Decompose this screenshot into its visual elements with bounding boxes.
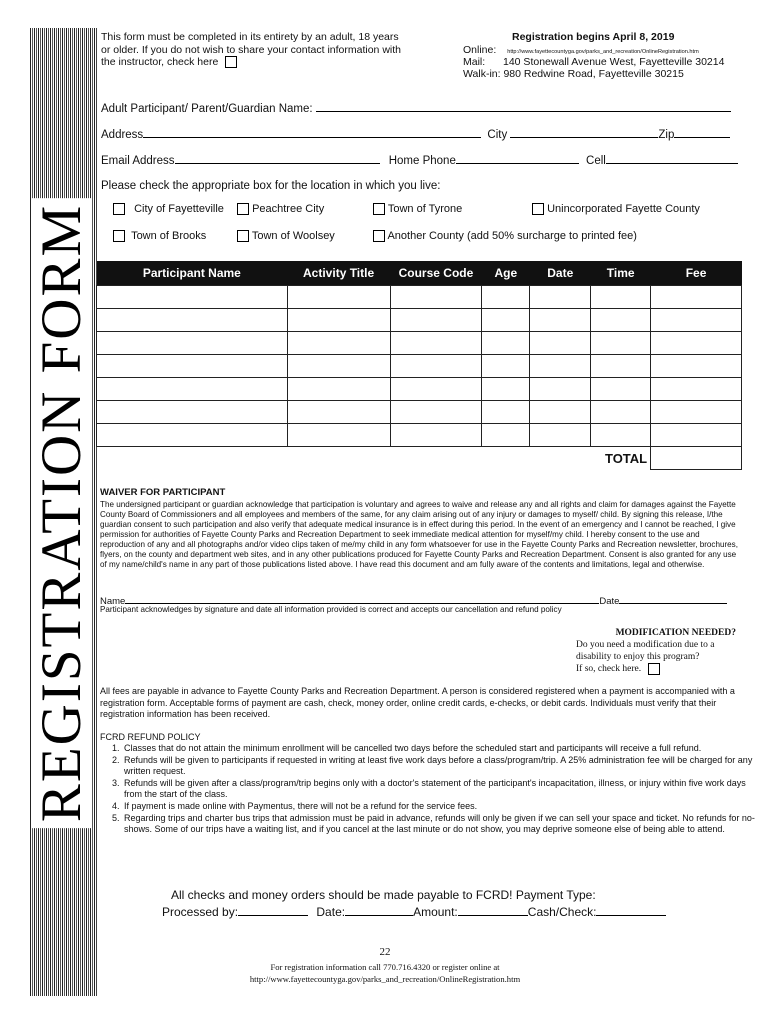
table-cell[interactable] <box>530 424 591 447</box>
table-cell[interactable] <box>390 309 482 332</box>
contact-row <box>101 152 738 167</box>
table-cell[interactable] <box>530 309 591 332</box>
table-row <box>97 332 742 355</box>
signature-name-field[interactable] <box>125 594 599 604</box>
total-field[interactable] <box>651 447 742 470</box>
participant-name-label: Adult Participant/ Parent/Guardian Name: <box>101 103 313 115</box>
table-row <box>97 424 742 447</box>
table-row <box>97 309 742 332</box>
refund-item: 3. Refunds will be given after a class/program/trip begins only with a doctor's statement of the participant's incapacitation, illness, or injury within five work days from the start of the class. <box>122 778 762 801</box>
zip-label: Zip <box>658 129 675 141</box>
table-cell[interactable] <box>390 424 482 447</box>
location-option-tyrone[interactable] <box>373 203 462 215</box>
header-course-code: Course Code <box>390 261 482 286</box>
table-cell[interactable] <box>390 355 482 378</box>
address-row <box>101 126 730 141</box>
modification-line-3-row <box>576 663 736 675</box>
checkbox-peachtree[interactable] <box>237 203 249 215</box>
table-cell[interactable] <box>287 286 390 309</box>
table-cell[interactable] <box>287 424 390 447</box>
location-option-brooks[interactable] <box>113 230 206 242</box>
share-contact-checkbox[interactable] <box>225 56 237 68</box>
table-cell[interactable] <box>97 378 288 401</box>
refund-list <box>100 743 762 836</box>
table-cell[interactable] <box>482 309 530 332</box>
zip-field[interactable] <box>674 126 730 138</box>
intro-text-body: This form must be completed in its entirety by an adult, 18 years or older. If you do not wish to share your contact information with the instructor, check here <box>101 31 401 68</box>
amount-field[interactable] <box>458 903 528 916</box>
processed-by-field[interactable] <box>238 903 308 916</box>
table-cell[interactable] <box>97 309 288 332</box>
walkin-label: Walk-in: <box>463 68 501 80</box>
walkin-address: 980 Redwine Road, Fayetteville 30215 <box>503 68 684 80</box>
home-phone-label: Home Phone <box>388 155 456 167</box>
table-cell[interactable] <box>482 332 530 355</box>
online-label: Online: <box>463 44 497 56</box>
footer-line-1: For registration information call 770.716.4320 or register online at <box>270 962 500 972</box>
mail-address: 140 Stonewall Avenue West, Fayetteville 30214 <box>503 56 725 68</box>
table-cell[interactable] <box>651 332 742 355</box>
payment-line-2 <box>162 903 666 919</box>
payment-date-label: Date: <box>316 905 346 919</box>
table-cell[interactable] <box>287 355 390 378</box>
registration-walkin <box>463 68 684 80</box>
refund-item: 1. Classes that do not attain the minimum enrollment will be cancelled two days before the scheduled start and participants will receive a full refund. <box>122 743 762 755</box>
mail-label: Mail: <box>463 56 486 68</box>
table-cell[interactable] <box>97 286 288 309</box>
footer-line-2[interactable]: http://www.fayettecountyga.gov/parks_and_recreation/OnlineRegistration.htm <box>249 974 521 984</box>
table-cell[interactable] <box>591 401 651 424</box>
table-cell[interactable] <box>591 424 651 447</box>
header-fee: Fee <box>651 261 742 286</box>
table-cell[interactable] <box>97 355 288 378</box>
table-cell[interactable] <box>390 401 482 424</box>
payment-date-field[interactable] <box>345 903 413 916</box>
waiver-body: The undersigned participant or guardian acknowledge that participation is voluntary and agrees to waive and release any and all rights and claim for damages against the Fayette County Board of Commissioners and all employees and members of the same, for any claim arising out of any injury or damages to myself/ child. By signing this release, I/the guardian consent to such participation and also verify that adequate medical insurance is in effect during this period. In the event of an emergency and I cannot be reached, I give permission for authorities of Fayette County Parks and Recreation Department to seek immediate medical attention for myself/my child. I hereby consent to the use and reproduction of any and all photographs and/or video clips taken of me/my child in any form whatsoever for use in the Fayette County Parks and Recreation newsletter, brochures, flyers, on the county and department web sites, and in any other publications produced for Fayette County Parks and Recreation Department. Consent is also granted for any use of my name/child's name in any part of those publications listed above. I have read this document and am fully aware of the contents and limitations, legal and otherwise. <box>100 500 738 569</box>
checkbox-woolsey[interactable] <box>237 230 249 242</box>
location-option-unincorporated[interactable] <box>532 203 700 215</box>
acknowledgement-text: Participant acknowledges by signature and date all information provided is correct and accepts our cancellation and refund policy <box>100 605 562 614</box>
location-option-fayetteville[interactable] <box>113 203 224 215</box>
option-label: Peachtree City <box>252 203 325 215</box>
checkbox-brooks[interactable] <box>113 230 125 242</box>
table-cell[interactable] <box>97 424 288 447</box>
cell-label: Cell <box>586 155 606 167</box>
email-label: Email Address <box>101 155 175 167</box>
table-row <box>97 378 742 401</box>
city-label: City <box>487 129 508 141</box>
checkbox-tyrone[interactable] <box>373 203 385 215</box>
activity-table <box>96 261 742 470</box>
registration-mail <box>463 56 724 68</box>
fees-text: All fees are payable in advance to Fayette County Parks and Recreation Department. A person is considered registered when a payment is accompanied with a registration form. Acceptable forms of payment are cash, check, money order, online credit cards, e-checks, or debit cards. Individuals must verify that their registration information has been received. <box>100 686 735 720</box>
city-field[interactable] <box>510 126 658 138</box>
table-cell[interactable] <box>390 332 482 355</box>
table-cell[interactable] <box>482 355 530 378</box>
waiver-heading: WAIVER FOR PARTICIPANT <box>100 487 226 498</box>
modification-heading: MODIFICATION NEEDED? <box>615 628 736 638</box>
table-body <box>97 286 742 447</box>
table-cell[interactable] <box>651 378 742 401</box>
total-row <box>97 447 742 470</box>
table-cell[interactable] <box>530 332 591 355</box>
table-cell[interactable] <box>591 332 651 355</box>
sidebar-title: REGISTRATION FORM <box>32 198 92 828</box>
online-url[interactable]: http://www.fayettecountyga.gov/parks_and_recreation/OnlineRegistration.htm <box>507 49 699 55</box>
header-activity-title: Activity Title <box>287 261 390 286</box>
refund-heading: FCRD REFUND POLICY <box>100 732 201 742</box>
signature-date-label: Date <box>599 596 620 607</box>
table-cell[interactable] <box>530 401 591 424</box>
table-cell[interactable] <box>651 286 742 309</box>
location-option-woolsey[interactable] <box>237 230 335 242</box>
table-cell[interactable] <box>287 332 390 355</box>
table-cell[interactable] <box>390 286 482 309</box>
table-row <box>97 401 742 424</box>
table-cell[interactable] <box>530 378 591 401</box>
option-label: Town of Tyrone <box>387 203 463 215</box>
checkbox-another-county[interactable] <box>373 230 385 242</box>
table-row <box>97 286 742 309</box>
checkbox-fayetteville[interactable] <box>113 203 125 215</box>
table-cell[interactable] <box>287 378 390 401</box>
refund-item: 2. Refunds will be given to participants if requested in writing at least five work days before a class/program/trip. A 25% administration fee will be charged for any written request. <box>122 755 762 778</box>
signature-name-label: Name <box>100 596 126 607</box>
registration-heading: Registration begins April 8, 2019 <box>512 31 675 43</box>
total-label: TOTAL <box>604 450 648 466</box>
modification-line-2: disability to enjoy this program? <box>576 652 700 662</box>
table-cell[interactable] <box>591 286 651 309</box>
table-cell[interactable] <box>287 309 390 332</box>
modification-box <box>576 627 736 675</box>
cash-check-field[interactable] <box>596 903 666 916</box>
amount-label: Amount: <box>413 905 458 919</box>
table-cell[interactable] <box>482 378 530 401</box>
table-cell[interactable] <box>390 378 482 401</box>
page-number: 22 <box>379 946 391 958</box>
cash-check-label: Cash/Check: <box>527 905 597 919</box>
table-cell[interactable] <box>530 286 591 309</box>
modification-checkbox[interactable] <box>648 663 660 675</box>
table-cell[interactable] <box>482 401 530 424</box>
cell-field[interactable] <box>606 152 738 164</box>
option-label: Unincorporated Fayette County <box>547 203 700 215</box>
option-label: Town of Brooks <box>131 230 207 242</box>
signature-date-field[interactable] <box>619 594 727 604</box>
participant-name-field[interactable] <box>316 100 731 112</box>
table-cell[interactable] <box>651 401 742 424</box>
processed-by-label: Processed by: <box>162 905 239 919</box>
location-option-another-county[interactable] <box>373 230 637 242</box>
table-cell[interactable] <box>651 355 742 378</box>
table-cell[interactable] <box>651 424 742 447</box>
table-cell[interactable] <box>591 309 651 332</box>
email-field[interactable] <box>175 152 380 164</box>
location-prompt: Please check the appropriate box for the location in which you live: <box>101 180 441 192</box>
table-cell[interactable] <box>287 401 390 424</box>
header-participant-name: Participant Name <box>97 261 288 286</box>
header-time: Time <box>591 261 651 286</box>
table-cell[interactable] <box>97 332 288 355</box>
table-cell[interactable] <box>482 286 530 309</box>
table-cell[interactable] <box>591 355 651 378</box>
modification-line-1: Do you need a modification due to a <box>576 640 715 650</box>
intro-text <box>101 31 401 69</box>
table-row <box>97 355 742 378</box>
payment-line-1: All checks and money orders should be made payable to FCRD! Payment Type: <box>171 888 596 902</box>
option-label: Another County (add 50% surcharge to printed fee) <box>387 230 637 242</box>
home-phone-field[interactable] <box>456 152 579 164</box>
checkbox-unincorporated[interactable] <box>532 203 544 215</box>
registration-online <box>463 44 699 56</box>
refund-item: 5. Regarding trips and charter bus trips that admission must be paid in advance, refunds will only be given if we can sell your space and ticket. No refunds for no-shows. Some of our trips have a waiting list, and if you cancel at the last minute or do not show, you may deprive someone else of being able to attend. <box>122 813 762 836</box>
table-cell[interactable] <box>530 355 591 378</box>
header-age: Age <box>482 261 530 286</box>
table-cell[interactable] <box>482 424 530 447</box>
address-label: Address <box>101 129 144 141</box>
option-label: City of Fayetteville <box>134 203 224 215</box>
table-cell[interactable] <box>591 378 651 401</box>
refund-item: 4. If payment is made online with Paymentus, there will not be a refund for the service fees. <box>122 801 762 813</box>
table-header-row <box>97 261 742 286</box>
table-cell[interactable] <box>651 309 742 332</box>
modification-line-3: If so, check here. <box>576 664 642 675</box>
table-cell[interactable] <box>97 401 288 424</box>
option-label: Town of Woolsey <box>251 230 335 242</box>
address-field[interactable] <box>143 126 481 138</box>
location-option-peachtree[interactable] <box>237 203 324 215</box>
participant-name-row <box>101 100 731 115</box>
header-date: Date <box>530 261 591 286</box>
